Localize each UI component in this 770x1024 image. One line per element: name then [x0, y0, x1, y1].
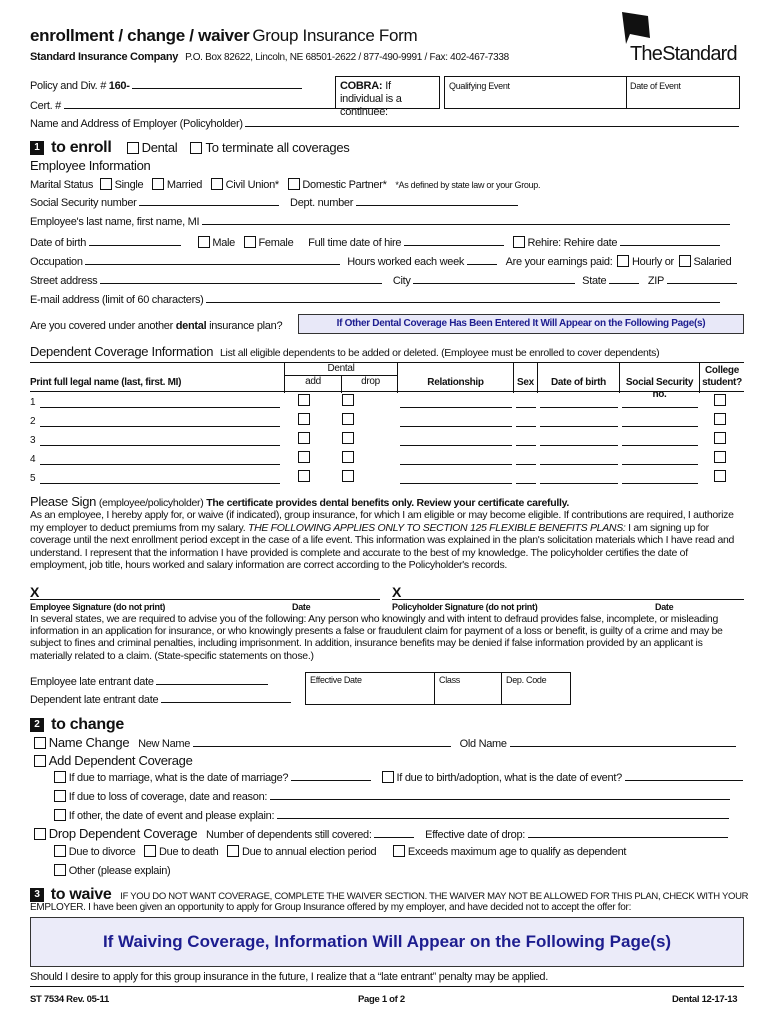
add-dependent-row: Add Dependent Coverage — [34, 753, 193, 769]
dental-drop-checkbox[interactable] — [342, 413, 354, 425]
dependent-name-line[interactable] — [40, 464, 280, 465]
employee-date-label: Date — [292, 602, 311, 612]
dependent-name-line[interactable] — [40, 483, 280, 484]
zip-line[interactable] — [667, 283, 737, 284]
dependent-row-number: 5 — [30, 473, 36, 484]
city-line[interactable] — [413, 283, 575, 284]
the-standard-logo: TheStandard — [614, 8, 744, 68]
cobra-box[interactable]: COBRA: If individual is a continuee: — [335, 76, 440, 109]
sex-line[interactable] — [516, 464, 536, 465]
section-enroll-header: 1 to enroll Dental To terminate all coverages — [30, 138, 349, 157]
college-student-checkbox[interactable] — [714, 413, 726, 425]
marriage-date-line[interactable] — [291, 780, 371, 781]
relationship-line[interactable] — [400, 426, 512, 427]
married-checkbox[interactable] — [152, 178, 164, 190]
company-line: Standard Insurance Company P.O. Box 82622, Lincoln, NE 68501-2622 / 877-490-9991 / Fax: 402-467-7338 — [30, 51, 509, 63]
dependent-row-number: 4 — [30, 454, 36, 465]
relationship-line[interactable] — [400, 407, 512, 408]
dependent-late-entrant: Dependent late entrant date — [30, 694, 291, 707]
marriage-row: If due to marriage, what is the date of marriage? If due to birth/adoption, what is the date of event? — [54, 771, 743, 785]
dependent-row — [30, 392, 744, 411]
dependent-row-number: 1 — [30, 397, 36, 408]
eff-drop-line[interactable] — [528, 837, 728, 838]
ssn-row: Social Security number Dept. number — [30, 197, 518, 210]
street-line[interactable] — [100, 283, 382, 284]
dependent-ssn-line[interactable] — [622, 483, 698, 484]
female-checkbox[interactable] — [244, 236, 256, 248]
drop-dependent-checkbox[interactable] — [34, 828, 46, 840]
dental-checkbox[interactable] — [127, 142, 139, 154]
form-title: enrollment / change / waiver Group Insurance Form — [30, 26, 418, 45]
employee-signature-label: Employee Signature (do not print) — [30, 602, 166, 612]
employee-info-heading: Employee Information — [30, 158, 151, 173]
old-name-line[interactable] — [510, 746, 736, 747]
footer-page-number: Page 1 of 2 — [358, 994, 405, 1005]
dental-drop-checkbox[interactable] — [342, 470, 354, 482]
dep-code-box[interactable]: Dep. Code — [501, 672, 571, 705]
dependent-name-line[interactable] — [40, 426, 280, 427]
drop-reasons-row: Due to divorce Due to death Due to annual election period Exceeds maximum age to qualify as dependent — [54, 845, 626, 859]
dependent-row — [30, 468, 744, 487]
employer-field[interactable]: Name and Address of Employer (Policyholder) — [30, 118, 739, 131]
dependent-coverage-header: Dependent Coverage Information List all eligible dependents to be added or deleted. (Employee must be enrolled to cover dependents) — [30, 344, 660, 359]
sex-line[interactable] — [516, 483, 536, 484]
rehire-date-line[interactable] — [620, 245, 720, 246]
sex-line[interactable] — [516, 445, 536, 446]
dental-add-checkbox[interactable] — [298, 413, 310, 425]
divorce-checkbox[interactable] — [54, 845, 66, 857]
terminate-checkbox[interactable] — [190, 142, 202, 154]
please-sign-header: Please Sign (employee/policyholder) The certificate provides dental benefits only. Review your certificate carefully. — [30, 494, 569, 509]
loss-row: If due to loss of coverage, date and reason: — [54, 790, 730, 804]
dob-line[interactable] — [89, 245, 181, 246]
dependent-ssn-line[interactable] — [622, 407, 698, 408]
waive-notice: If Waiving Coverage, Information Will Appear on the Following Page(s) — [30, 917, 744, 967]
footer-divider — [30, 986, 744, 987]
college-student-checkbox[interactable] — [714, 394, 726, 406]
occupation-line[interactable] — [85, 264, 340, 265]
dental-drop-checkbox[interactable] — [342, 394, 354, 406]
hourly-checkbox[interactable] — [617, 255, 629, 267]
address-row: Street address City State ZIP — [30, 275, 737, 288]
section-waive-header: 3 to waive IF YOU DO NOT WANT COVERAGE, COMPLETE THE WAIVER SECTION. THE WAIVER MAY NOT BE ALLOWED FOR THIS PLAN, CHECK WITH YOUR — [30, 885, 748, 904]
cert-number-line[interactable] — [64, 108, 336, 109]
other-coverage-notice: If Other Dental Coverage Has Been Entered It Will Appear on the Following Page(s) — [298, 314, 744, 334]
dependent-dob-line[interactable] — [540, 483, 618, 484]
birth-checkbox[interactable] — [382, 771, 394, 783]
dependent-name-line[interactable] — [40, 445, 280, 446]
add-dependent-checkbox[interactable] — [34, 755, 46, 767]
marriage-checkbox[interactable] — [54, 771, 66, 783]
qualifying-event-box[interactable]: Qualifying Event — [444, 76, 627, 109]
dental-drop-checkbox[interactable] — [342, 451, 354, 463]
dependent-dob-line[interactable] — [540, 407, 618, 408]
dental-drop-checkbox[interactable] — [342, 432, 354, 444]
dob-row: Date of birth Male Female Full time date of hire Rehire: Rehire date — [30, 236, 720, 250]
dependent-dob-line[interactable] — [540, 464, 618, 465]
other-coverage-question: Are you covered under another dental insurance plan? — [30, 320, 283, 332]
dependents-table-header: Print full legal name (last, first. MI) Dental add drop Relationship Sex Date of birth Social Security no. College student? — [30, 362, 744, 392]
dependent-name-line[interactable] — [40, 407, 280, 408]
domestic-partner-checkbox[interactable] — [288, 178, 300, 190]
dental-add-checkbox[interactable] — [298, 394, 310, 406]
college-student-checkbox[interactable] — [714, 470, 726, 482]
name-change-checkbox[interactable] — [34, 737, 46, 749]
dependent-row-number: 2 — [30, 416, 36, 427]
other-explain-checkbox[interactable] — [54, 864, 66, 876]
loss-line[interactable] — [270, 799, 730, 800]
hours-line[interactable] — [467, 264, 497, 265]
employee-name-row: Employee's last name, first name, MI — [30, 216, 730, 229]
salaried-checkbox[interactable] — [679, 255, 691, 267]
policy-div-field[interactable]: Policy and Div. # 160- — [30, 80, 302, 93]
late-entrant-notice: Should I desire to apply for this group insurance in the future, I realize that a “late entrant” penalty may be applied. — [30, 971, 548, 983]
occupation-row: Occupation Hours worked each week Are your earnings paid: Hourly or Salaried — [30, 256, 732, 268]
policyholder-signature-label: Policyholder Signature (do not print) — [392, 602, 538, 612]
other-event-checkbox[interactable] — [54, 809, 66, 821]
sex-line[interactable] — [516, 426, 536, 427]
section-change-header: 2 to change — [30, 715, 124, 734]
policyholder-date-label: Date — [655, 602, 674, 612]
footer-form-number: ST 7534 Rev. 05-11 — [30, 994, 109, 1005]
death-checkbox[interactable] — [144, 845, 156, 857]
cert-field[interactable]: Cert. # — [30, 100, 336, 113]
dependent-dob-line[interactable] — [540, 445, 618, 446]
dependent-ssn-line[interactable] — [622, 464, 698, 465]
policyholder-signature-line[interactable]: X — [392, 584, 744, 600]
single-checkbox[interactable] — [100, 178, 112, 190]
state-line[interactable] — [609, 283, 639, 284]
class-box[interactable]: Class — [434, 672, 502, 705]
dental-add-checkbox[interactable] — [298, 470, 310, 482]
annual-election-checkbox[interactable] — [227, 845, 239, 857]
date-of-event-box[interactable]: Date of Event — [626, 76, 740, 109]
effective-date-box[interactable]: Effective Date — [305, 672, 435, 705]
dental-add-checkbox[interactable] — [298, 432, 310, 444]
relationship-line[interactable] — [400, 464, 512, 465]
policy-number-line[interactable] — [132, 88, 302, 89]
email-line[interactable] — [206, 302, 720, 303]
college-student-checkbox[interactable] — [714, 451, 726, 463]
civil-union-checkbox[interactable] — [211, 178, 223, 190]
drop-dependent-row: Drop Dependent Coverage Number of dependents still covered: Effective date of drop: — [34, 826, 728, 842]
new-name-line[interactable] — [193, 746, 451, 747]
dental-add-checkbox[interactable] — [298, 451, 310, 463]
footer-dental-date: Dental 12-17-13 — [672, 994, 738, 1005]
waive-text: EMPLOYER. I have been given an opportunity to apply for Group Insurance offered by my employer, and have decided not to accept the offer for: — [30, 902, 632, 913]
employee-name-line[interactable] — [202, 224, 730, 225]
other-event-row: If other, the date of event and please explain: — [54, 809, 729, 823]
loss-checkbox[interactable] — [54, 790, 66, 802]
dependent-row — [30, 411, 744, 430]
dependent-dob-line[interactable] — [540, 426, 618, 427]
hire-date-line[interactable] — [404, 245, 504, 246]
exceeds-age-checkbox[interactable] — [393, 845, 405, 857]
dependent-ssn-line[interactable] — [622, 445, 698, 446]
college-student-checkbox[interactable] — [714, 432, 726, 444]
ssn-line[interactable] — [139, 205, 279, 206]
name-change-row: Name Change New Name Old Name — [34, 735, 736, 751]
other-explain-row: Other (please explain) — [54, 864, 170, 878]
authorization-paragraph: As an employee, I hereby apply for, or waive (if indicated), group insurance, for which I am eligible or may become eligible. If contributions are required, I authorize my employer to deduct premiums from my salary. THE FOLLOWING APPLIES ONLY TO SECTION 125 FLEXIBLE BENEFITS PLANS: I am signing up for coverage until the next enrollment period except in the case of a life event. This information was explained in the plan's solicitation materials which I have read and understand. I represent that the information I have provided is complete and accurate to the best of my knowledge. The policyholder certifies the date of employment, job title, hours worked and salary information are correct according to the Policyholder's records. — [30, 509, 735, 572]
dependent-row — [30, 430, 744, 449]
marital-status-row: Marital Status Single Married Civil Union* Domestic Partner* *As defined by state law or your Group. — [30, 179, 541, 191]
relationship-line[interactable] — [400, 483, 512, 484]
birth-date-line[interactable] — [625, 780, 743, 781]
employer-line[interactable] — [245, 126, 739, 127]
employee-late-line[interactable] — [156, 684, 268, 685]
sex-line[interactable] — [516, 407, 536, 408]
dependent-ssn-line[interactable] — [622, 426, 698, 427]
fraud-notice: In several states, we are required to advise you of the following: Any person who knowingly and with intent to defraud provides false, incomplete, or misleading information in an application for insurance, or who knowingly presents a false or fraudulent claim for payment of a loss or benefit, is guilty of a crime and may be subject to fines and criminal penalties, including imprisonment. In addition, insurance benefits may be denied if false information provided by an applicant is materially related to a claim. (State-specific statements on those.) — [30, 613, 723, 662]
employee-late-entrant: Employee late entrant date — [30, 676, 268, 689]
dependent-row-number: 3 — [30, 435, 36, 446]
other-event-line[interactable] — [277, 818, 729, 819]
rehire-checkbox[interactable] — [513, 236, 525, 248]
male-checkbox[interactable] — [198, 236, 210, 248]
dept-number-line[interactable] — [356, 205, 518, 206]
employee-signature-line[interactable]: X — [30, 584, 380, 600]
dependent-row — [30, 449, 744, 468]
num-deps-line[interactable] — [374, 837, 414, 838]
dependent-late-line[interactable] — [161, 702, 291, 703]
email-row: E-mail address (limit of 60 characters) — [30, 294, 720, 307]
relationship-line[interactable] — [400, 445, 512, 446]
